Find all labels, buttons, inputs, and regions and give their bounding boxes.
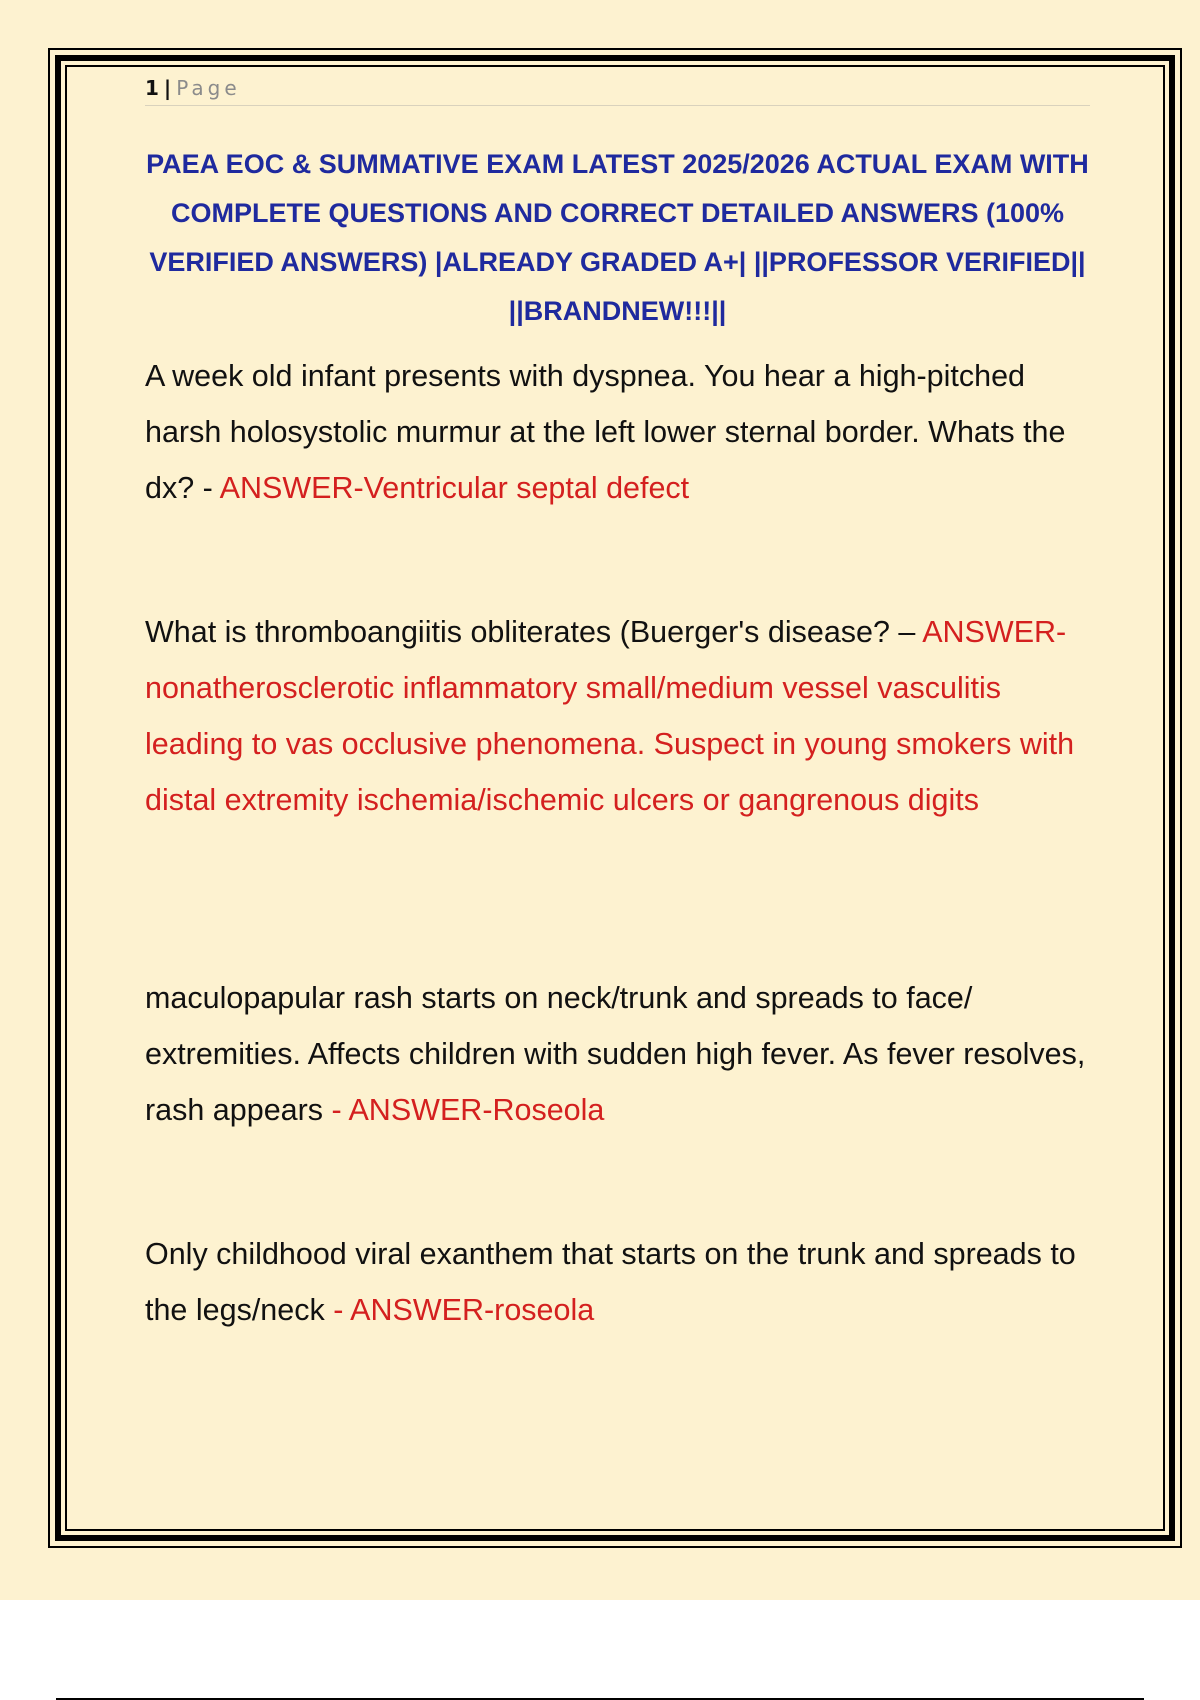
document-title: PAEA EOC & SUMMATIVE EXAM LATEST 2025/2026 ACTUAL EXAM WITH COMPLETE QUESTIONS AND CORRECT DETAILED ANSWERS (100% VERIFIED ANSWERS) |ALREADY GRADED A+| ||PROFESSOR VERIFIED|| ||BRANDNEW!!!|| — [146, 149, 1089, 326]
qa-item — [145, 1226, 1090, 1338]
qa-item — [145, 604, 1090, 828]
question-text: What is thromboangiitis obliterates (Buerger's disease? – — [145, 615, 923, 649]
page-header — [145, 76, 1090, 106]
page-separator: | — [163, 76, 173, 100]
answer-text: ANSWER-Ventricular septal defect — [219, 471, 690, 505]
answer-text: - ANSWER-roseola — [333, 1293, 595, 1327]
page-label: Page — [176, 76, 241, 100]
answer-text: ANSWER-nonatherosclerotic inflammatory small/medium vessel vasculitis leading to vas occlusive phenomena. Suspect in young smokers with distal extremity ischemia/ischemic ulcers or gangrenous digits — [145, 615, 1075, 817]
answer-text: - ANSWER-Roseola — [331, 1093, 605, 1127]
page-number: 1 — [145, 76, 160, 100]
qa-item — [145, 348, 1090, 516]
question-text: maculopapular rash starts on neck/trunk and spreads to face/ extremities. Affects children with sudden high fever. As fever resolves, rash appears — [145, 981, 1086, 1127]
question-text: A week old infant presents with dyspnea. You hear a high-pitched harsh holosystolic murmur at the left lower sternal border. Whats the dx? - — [145, 359, 1066, 505]
qa-item — [145, 970, 1090, 1138]
question-text: Only childhood viral exanthem that starts on the trunk and spreads to the legs/neck — [145, 1237, 1076, 1327]
